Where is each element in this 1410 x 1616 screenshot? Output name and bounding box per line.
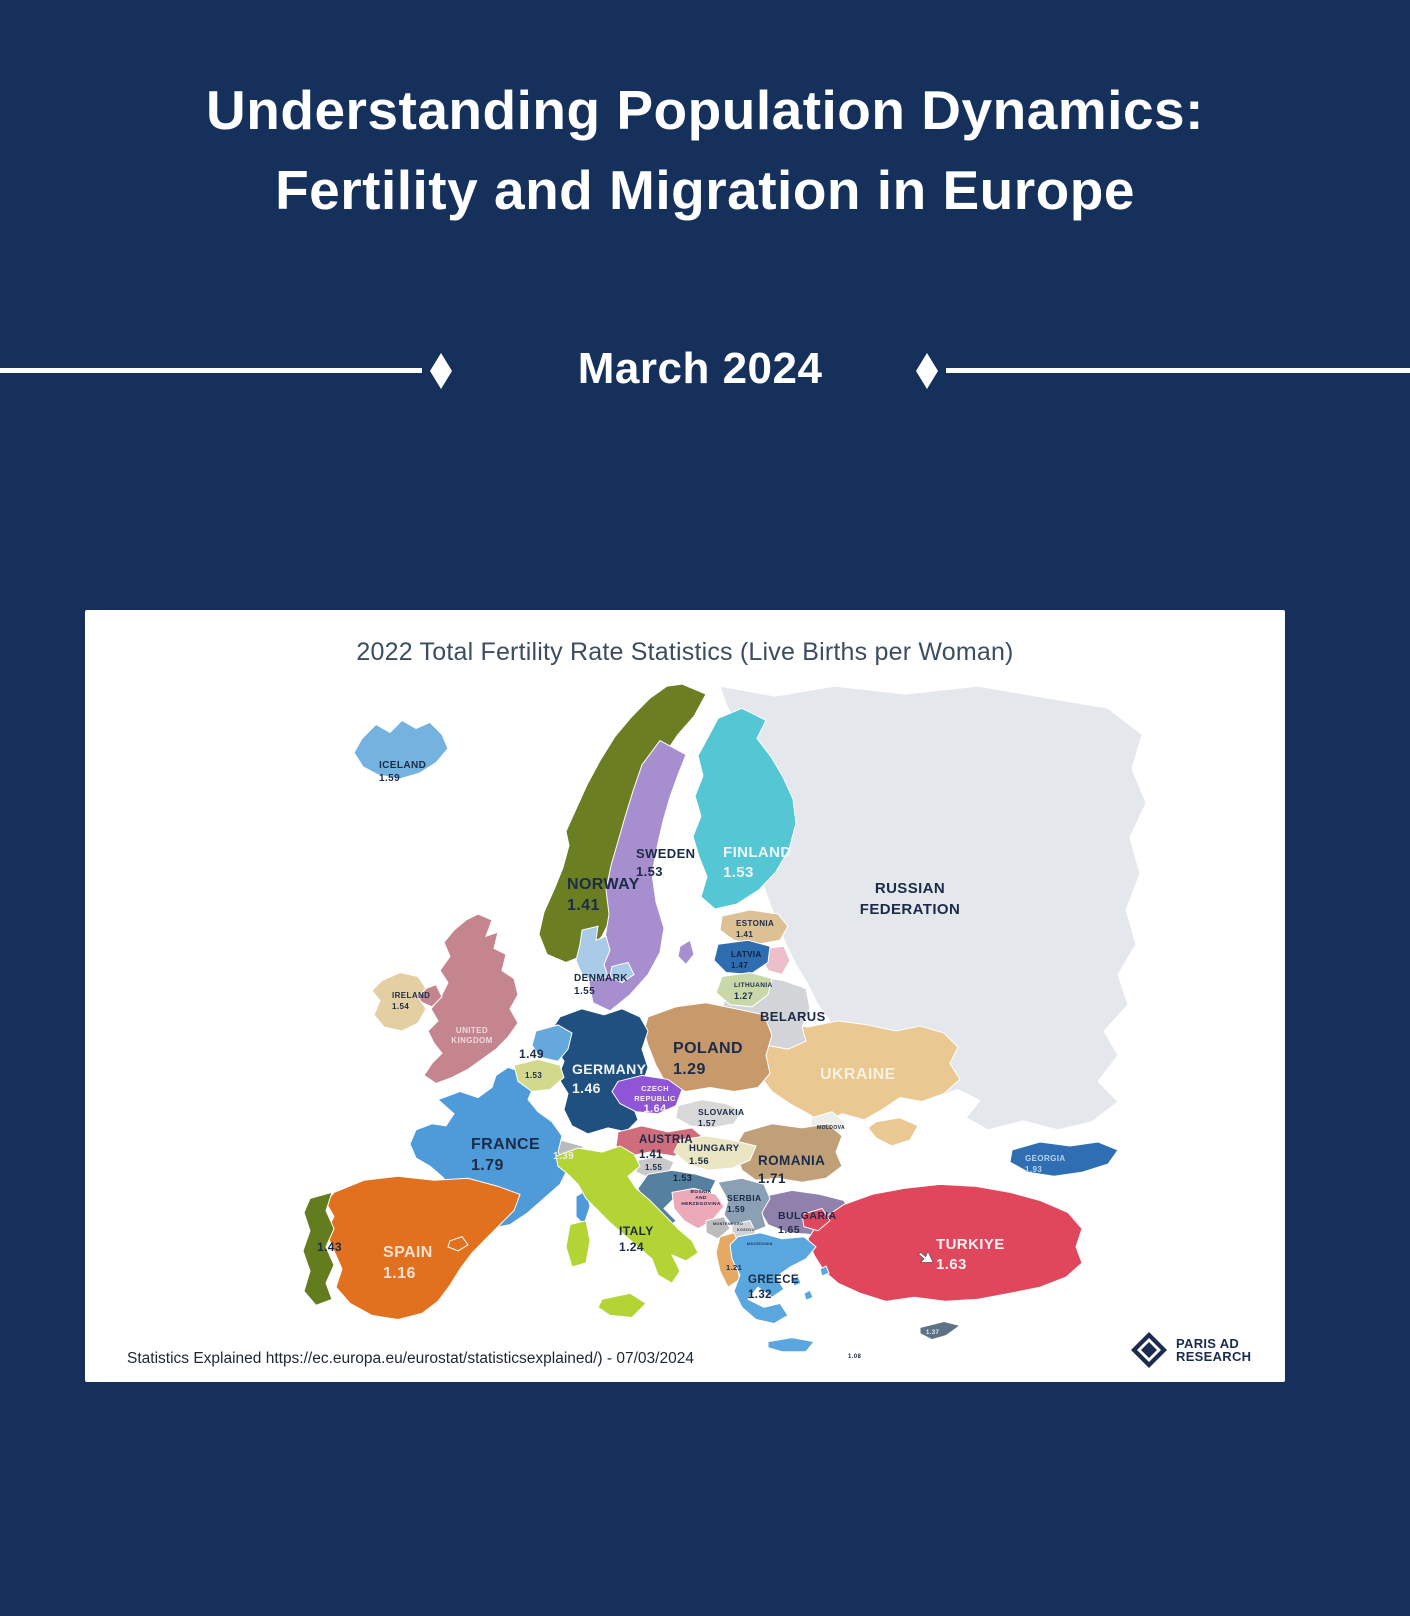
map-label-ukraine: UKRAINE xyxy=(820,1066,896,1084)
map-label-austria: AUSTRIA 1.41 xyxy=(639,1133,693,1161)
country-estonia xyxy=(720,910,788,944)
europe-map-svg xyxy=(120,676,1260,1382)
map-label-netherlands: 1.49 xyxy=(519,1047,544,1062)
map-label-uk: UNITED KINGDOM xyxy=(451,1025,493,1045)
map-title: 2022 Total Fertility Rate Statistics (Live Births per Woman) xyxy=(356,638,1014,666)
diamond-icon xyxy=(916,353,938,389)
map-label-sweden: SWEDEN 1.53 xyxy=(636,846,696,880)
map-label-slovakia: SLOVAKIA 1.57 xyxy=(698,1106,745,1128)
map-label-norway: NORWAY 1.41 xyxy=(567,875,640,914)
map-label-estonia: ESTONIA 1.41 xyxy=(736,919,775,940)
page-title-line2: Fertility and Migration in Europe xyxy=(275,159,1135,221)
map-label-greece: GREECE 1.32 xyxy=(748,1274,799,1302)
page-title-line1: Understanding Population Dynamics: xyxy=(206,79,1204,141)
country-turkiye xyxy=(808,1184,1082,1301)
map-label-moldova: MOLDOVA xyxy=(817,1124,845,1131)
logo-text-line2: RESEARCH xyxy=(1176,1349,1252,1364)
divider-line-right xyxy=(946,368,1410,373)
map-label-montenegro: MONTENEGRO xyxy=(713,1221,744,1226)
map-label-germany: GERMANY 1.46 xyxy=(572,1061,647,1097)
map-label-slovenia: 1.55 xyxy=(645,1163,663,1173)
map-label-russia: RUSSIAN FEDERATION xyxy=(859,879,961,918)
map-label-malta: 1.08 xyxy=(848,1353,862,1360)
country-greece xyxy=(730,1233,816,1324)
map-card xyxy=(85,610,1285,1382)
date-label: March 2024 xyxy=(577,344,823,393)
country-italy-sardinia xyxy=(566,1221,590,1267)
map-label-spain: SPAIN 1.16 xyxy=(383,1243,433,1282)
country-germany xyxy=(552,1009,648,1134)
map-label-finland: FINLAND 1.53 xyxy=(723,844,792,882)
map-label-poland: POLAND 1.29 xyxy=(673,1040,743,1079)
map-label-albania: 1.21 xyxy=(726,1262,743,1272)
logo-text xyxy=(1176,1337,1251,1363)
europe-fertility-map xyxy=(120,676,1260,1382)
date-divider xyxy=(0,340,1410,402)
source-citation: Statistics Explained https://ec.europa.eu/eurostat/statisticsexplained/) - 07/03/2024 xyxy=(127,1350,694,1367)
country-greece-islands xyxy=(792,1266,829,1300)
map-label-belgium: 1.53 xyxy=(525,1071,543,1081)
country-italy-sicily xyxy=(598,1293,646,1317)
country-denmark xyxy=(576,926,610,980)
map-label-cyprus: 1.37 xyxy=(926,1329,940,1336)
map-label-belarus: BELARUS xyxy=(760,1008,826,1024)
logo-diamond-icon xyxy=(1129,1330,1169,1370)
map-label-iceland: ICELAND 1.59 xyxy=(379,759,427,784)
country-georgia xyxy=(1010,1142,1118,1176)
logo-text-line1: PARIS AD xyxy=(1176,1336,1240,1351)
country-slovakia xyxy=(676,1100,742,1128)
map-label-denmark: DENMARK 1.55 xyxy=(574,972,628,997)
map-label-bosnia: BOSNIA AND HERZEGOVINA xyxy=(681,1190,721,1208)
diamond-icon xyxy=(430,353,452,389)
brand-logo xyxy=(1129,1330,1251,1370)
map-label-georgia: GEORGIA 1.93 xyxy=(1025,1154,1066,1175)
map-label-turkiye: TURKIYE 1.63 xyxy=(936,1235,1005,1273)
map-label-romania: ROMANIA 1.71 xyxy=(758,1153,826,1187)
map-label-kosovo: KOSOVO xyxy=(737,1227,756,1232)
map-label-switzerland: 1.39 xyxy=(553,1151,575,1163)
map-label-france: FRANCE 1.79 xyxy=(471,1135,541,1174)
map-label-latvia: LATVIA 1.47 xyxy=(731,950,762,971)
country-latvia xyxy=(714,940,770,974)
country-ukraine-crimea xyxy=(868,1118,918,1146)
country-cyprus xyxy=(920,1321,960,1339)
country-ireland xyxy=(372,973,426,1031)
map-label-serbia: SERBIA 1.59 xyxy=(727,1193,762,1215)
country-greece-crete xyxy=(768,1338,814,1352)
map-label-ireland: IRELAND 1.54 xyxy=(392,990,431,1011)
map-label-croatia: 1.53 xyxy=(673,1173,693,1184)
country-spain xyxy=(326,1176,520,1319)
map-label-italy: ITALY 1.24 xyxy=(619,1223,654,1254)
map-label-macedonia: MACEDONIA xyxy=(747,1241,773,1246)
map-label-czech: CZECH REPUBLIC 1.64 xyxy=(634,1084,676,1116)
map-label-bulgaria: BULGARIA 1.65 xyxy=(778,1209,837,1236)
country-sweden-gotland xyxy=(678,940,694,964)
country-iceland xyxy=(354,720,448,778)
map-label-portugal: 1.43 xyxy=(317,1239,342,1254)
map-label-hungary: HUNGARY 1.56 xyxy=(689,1142,740,1167)
map-label-lithuania: LITHUANIA 1.27 xyxy=(734,981,773,1001)
page-title xyxy=(0,70,1410,230)
divider-line-left xyxy=(0,368,422,373)
